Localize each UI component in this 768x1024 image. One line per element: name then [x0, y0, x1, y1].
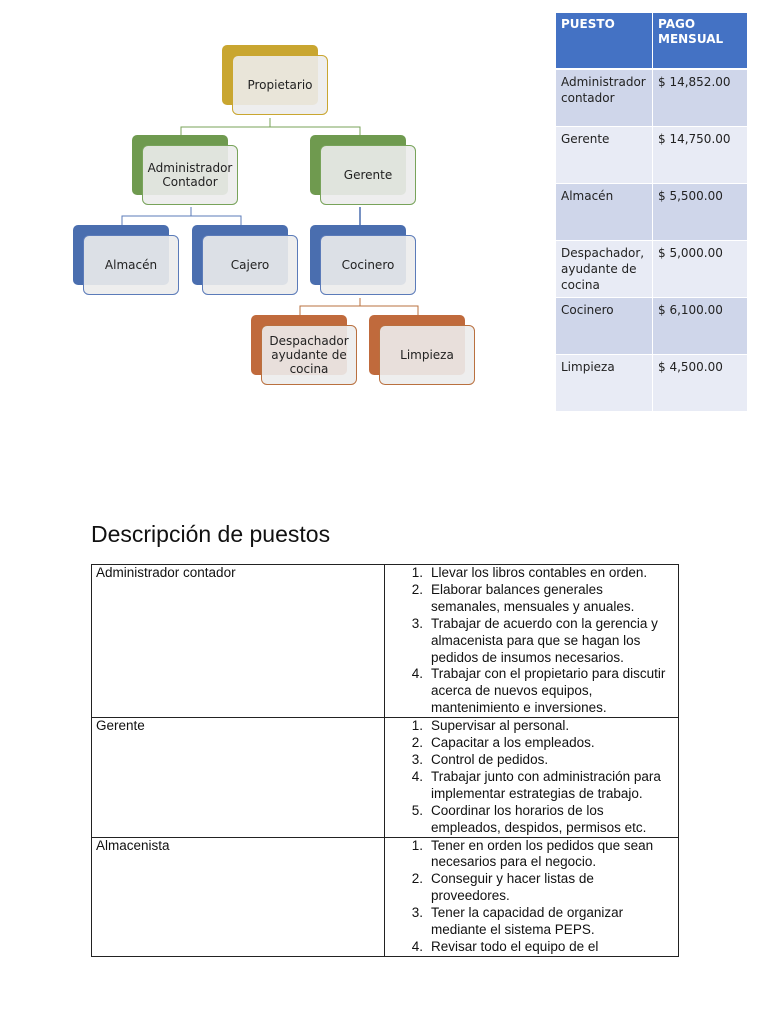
duties-cell	[385, 718, 679, 837]
salary-table	[556, 13, 748, 412]
node-cajero: Cajero	[192, 225, 290, 287]
salary-row	[556, 127, 748, 184]
salary-puesto: Despachador, ayudante de cocina	[556, 241, 653, 298]
salary-puesto: Administrador contador	[556, 70, 653, 127]
salary-row	[556, 184, 748, 241]
salary-pago: $ 5,000.00	[653, 241, 748, 298]
node-limpieza: Limpieza	[369, 315, 467, 377]
job-descriptions-table	[91, 564, 679, 957]
node-gerente: Gerente	[310, 135, 408, 197]
list-item: 4. Trabajar con el propietario para discutir acerca de nuevos equipos, mantenimiento e inversiones.	[411, 666, 666, 716]
duties-list	[389, 718, 674, 836]
list-item: 3. Trabajar de acuerdo con la gerencia y almacenista para que se hagan los pedidos de insumos necesarios.	[411, 615, 658, 665]
list-item: 2. Capacitar a los empleados.	[411, 735, 595, 751]
salary-pago: $ 14,852.00	[653, 70, 748, 127]
list-item: 5. Coordinar los horarios de los empleados, despidos, permisos etc.	[411, 802, 647, 835]
org-chart	[0, 0, 540, 400]
salary-puesto: Almacén	[556, 184, 653, 241]
list-item: 4. Revisar todo el equipo de el	[411, 938, 599, 954]
salary-pago: $ 6,100.00	[653, 298, 748, 355]
node-cocinero: Cocinero	[310, 225, 408, 287]
node-despachador: Despachador ayudante de cocina	[251, 315, 349, 377]
role-cell: Almacenista	[92, 837, 385, 956]
table-row	[92, 837, 679, 956]
duties-list	[389, 565, 674, 717]
salary-row	[556, 355, 748, 412]
node-administrador-contador: Administrador Contador	[132, 135, 230, 197]
node-almacen: Almacén	[73, 225, 171, 287]
section-title: Descripción de puestos	[91, 521, 331, 547]
table-row	[92, 565, 679, 718]
list-item: 4. Trabajar junto con administración para implementar estrategias de trabajo.	[411, 768, 661, 801]
list-item: 1. Llevar los libros contables en orden.	[411, 565, 648, 580]
table-row	[92, 718, 679, 837]
duties-cell	[385, 837, 679, 956]
duties-cell	[385, 565, 679, 718]
header-pago-mensual: PAGO MENSUAL	[653, 13, 748, 70]
salary-row	[556, 70, 748, 127]
salary-row	[556, 241, 748, 298]
salary-pago: $ 5,500.00	[653, 184, 748, 241]
salary-puesto: Limpieza	[556, 355, 653, 412]
list-item: 3. Control de pedidos.	[411, 751, 549, 767]
role-cell: Administrador contador	[92, 565, 385, 718]
list-item: 1. Tener en orden los pedidos que sean necesarios para el negocio.	[411, 837, 654, 870]
list-item: 1. Supervisar al personal.	[411, 718, 570, 734]
header-puesto: PUESTO	[556, 13, 653, 70]
salary-pago: $ 14,750.00	[653, 127, 748, 184]
salary-header-row	[556, 13, 748, 70]
salary-puesto: Cocinero	[556, 298, 653, 355]
list-item: 2. Elaborar balances generales semanales, mensuales y anuales.	[411, 581, 635, 614]
list-item: 2. Conseguir y hacer listas de proveedores.	[411, 871, 594, 904]
salary-row	[556, 298, 748, 355]
role-cell: Gerente	[92, 718, 385, 837]
salary-pago: $ 4,500.00	[653, 355, 748, 412]
node-propietario: Propietario	[222, 45, 320, 107]
duties-list	[389, 838, 674, 956]
list-item: 3. Tener la capacidad de organizar mediante el sistema PEPS.	[411, 905, 624, 938]
salary-puesto: Gerente	[556, 127, 653, 184]
